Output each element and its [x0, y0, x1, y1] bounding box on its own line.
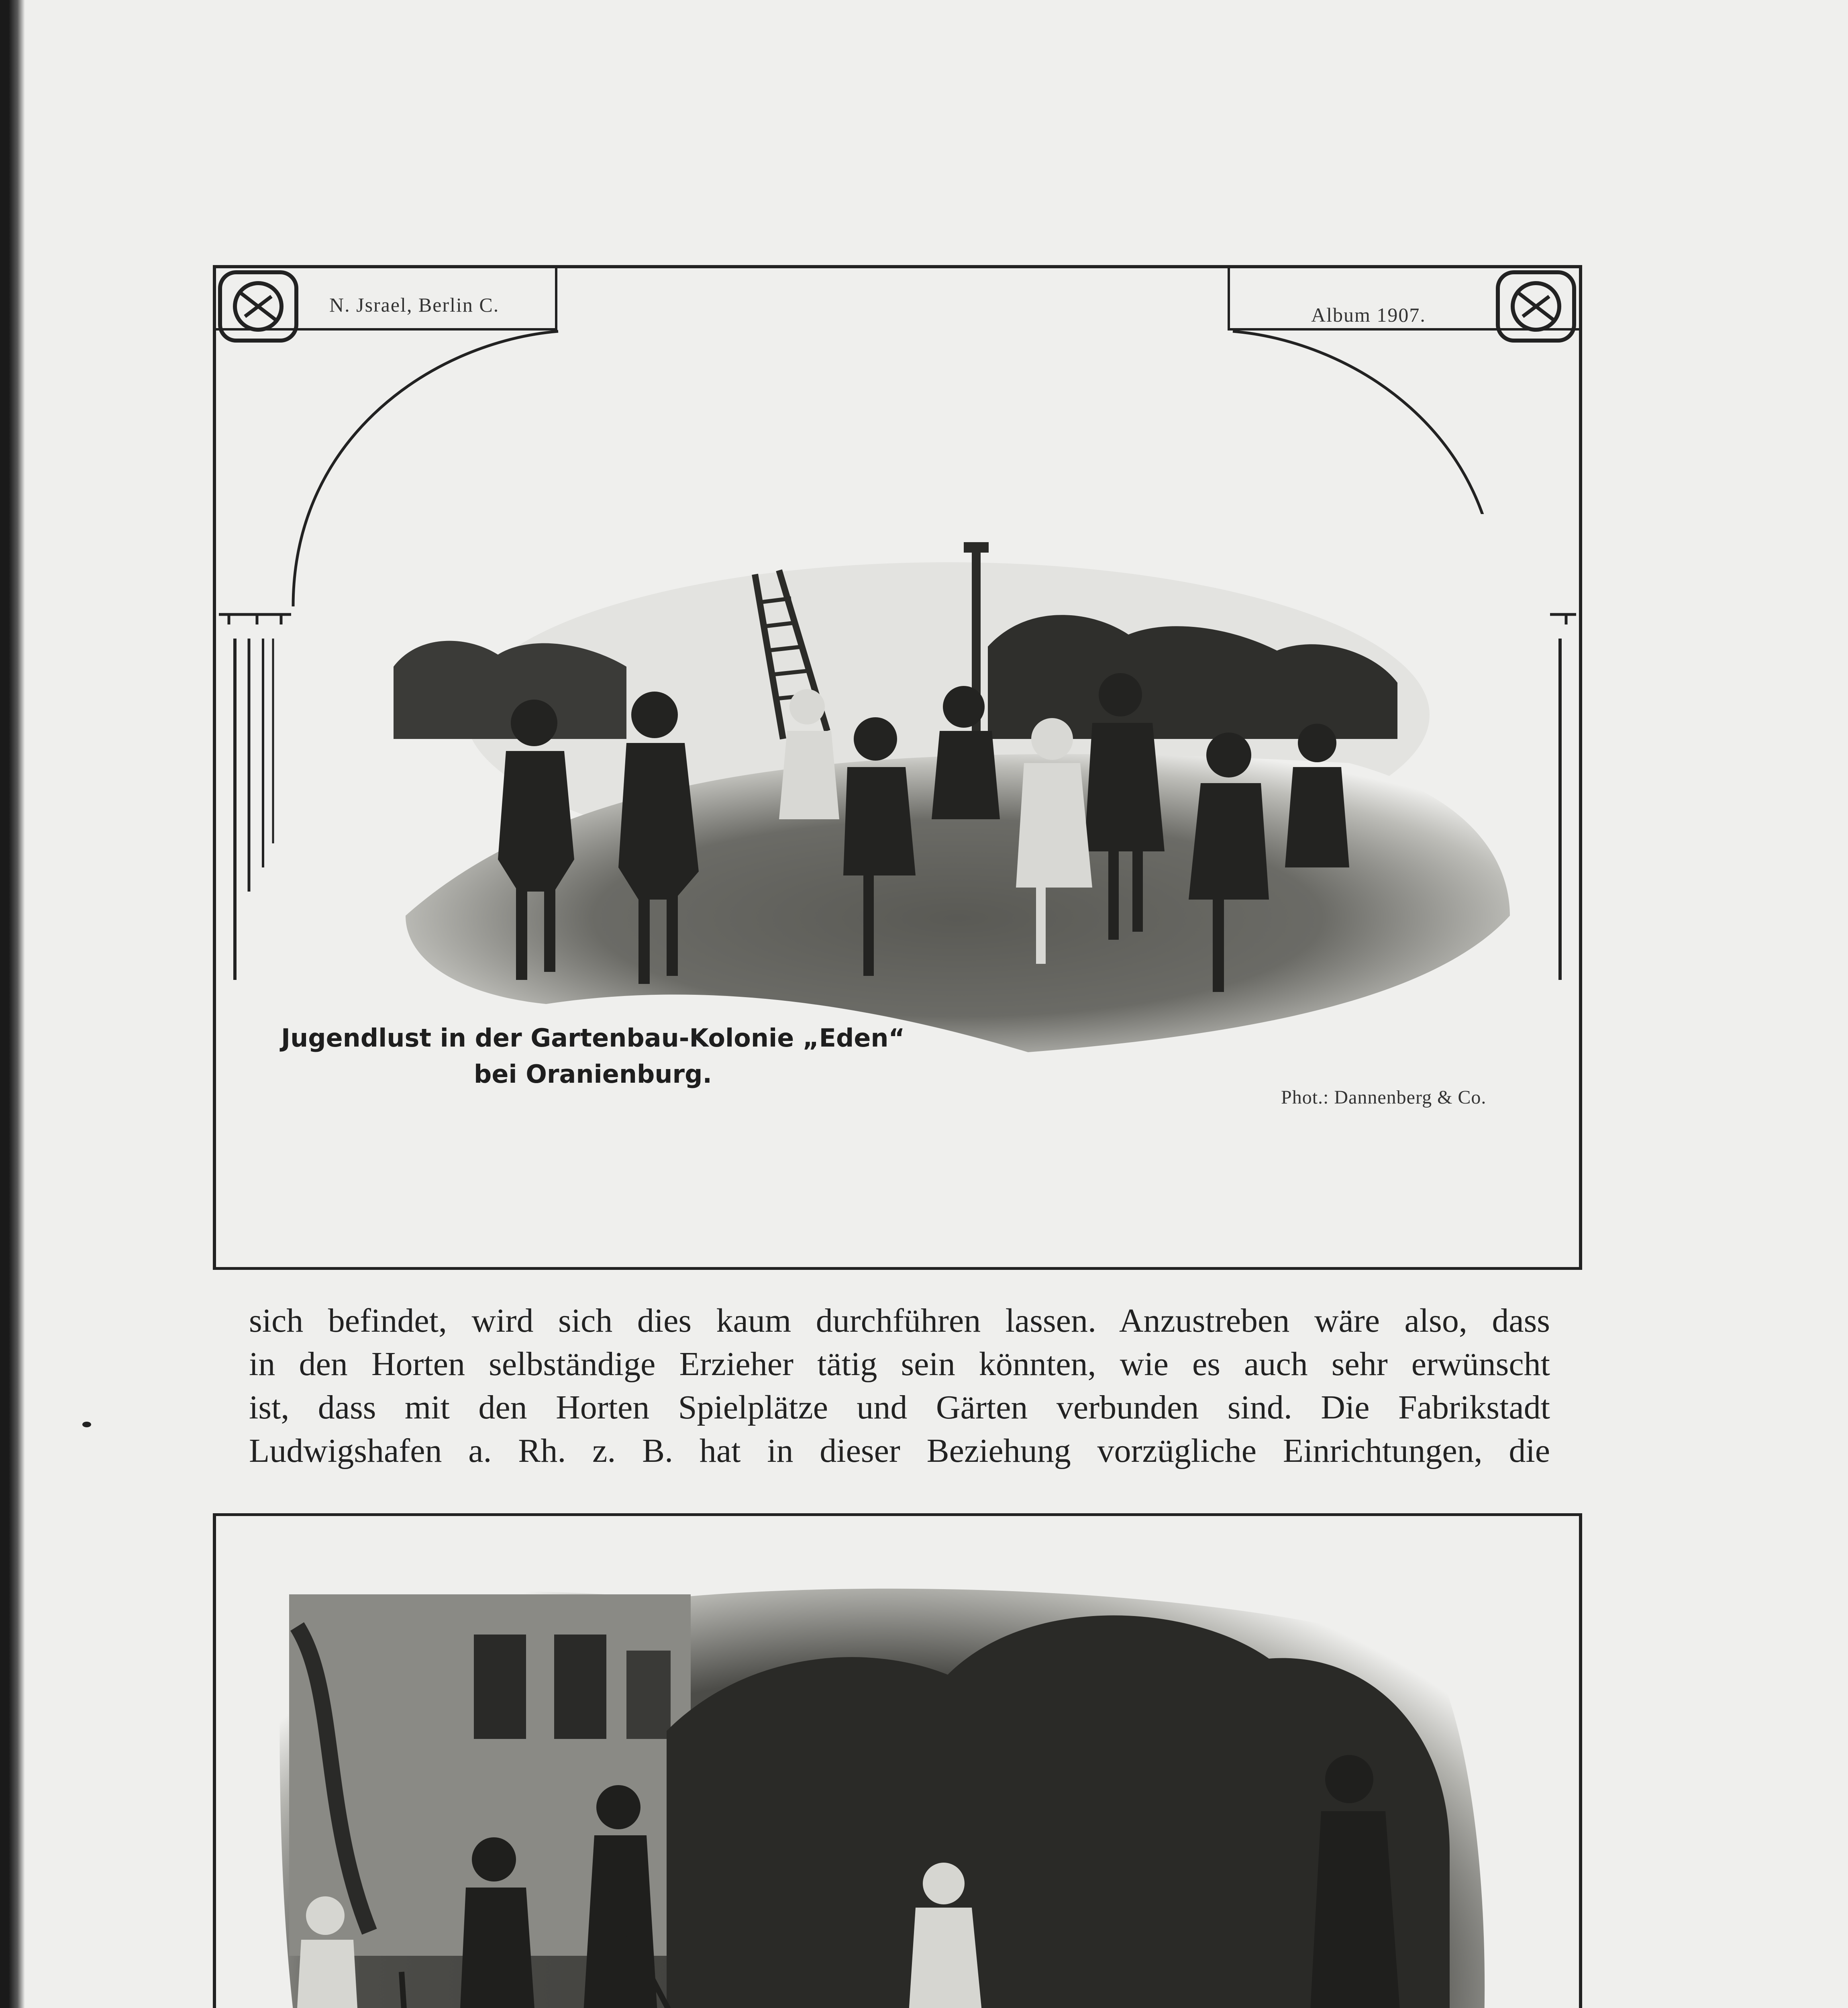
book-page: [213, 265, 1582, 2008]
top-photo-caption-line2: bei Oranienburg.: [474, 1059, 712, 1089]
book-binding-edge: [0, 0, 25, 2008]
plate-label-publisher: N. Jsrael, Berlin C.: [329, 294, 500, 316]
body-line-2: in den Horten selbständige Erzieher tätig sein könnten, wie es auch sehr erwünscht: [249, 1345, 1550, 1383]
photo-children-running: [345, 514, 1550, 1060]
top-photo-caption-line1: Jugendlust in der Gartenbau-Kolonie „Eden“: [281, 1023, 905, 1053]
plate-label-album: Album 1907.: [1311, 304, 1426, 326]
photo-children-gardening: [265, 1570, 1530, 2008]
body-paragraph: [249, 1299, 1550, 1473]
body-line-3: ist, dass mit den Horten Spielplätze und Gärten verbunden sind. Die Fabrikstadt: [249, 1389, 1550, 1426]
divider-rule-upper: [213, 1267, 1582, 1270]
body-line-4: Ludwigshafen a. Rh. z. B. hat in dieser Beziehung vorzügliche Einrichtungen, die: [249, 1432, 1550, 1469]
body-line-1: sich befindet, wird sich dies kaum durchführen lassen. Anzustreben wäre also, dass: [249, 1302, 1550, 1339]
print-speck: [82, 1422, 91, 1427]
top-photo-credit: Phot.: Dannenberg & Co.: [1281, 1087, 1487, 1108]
